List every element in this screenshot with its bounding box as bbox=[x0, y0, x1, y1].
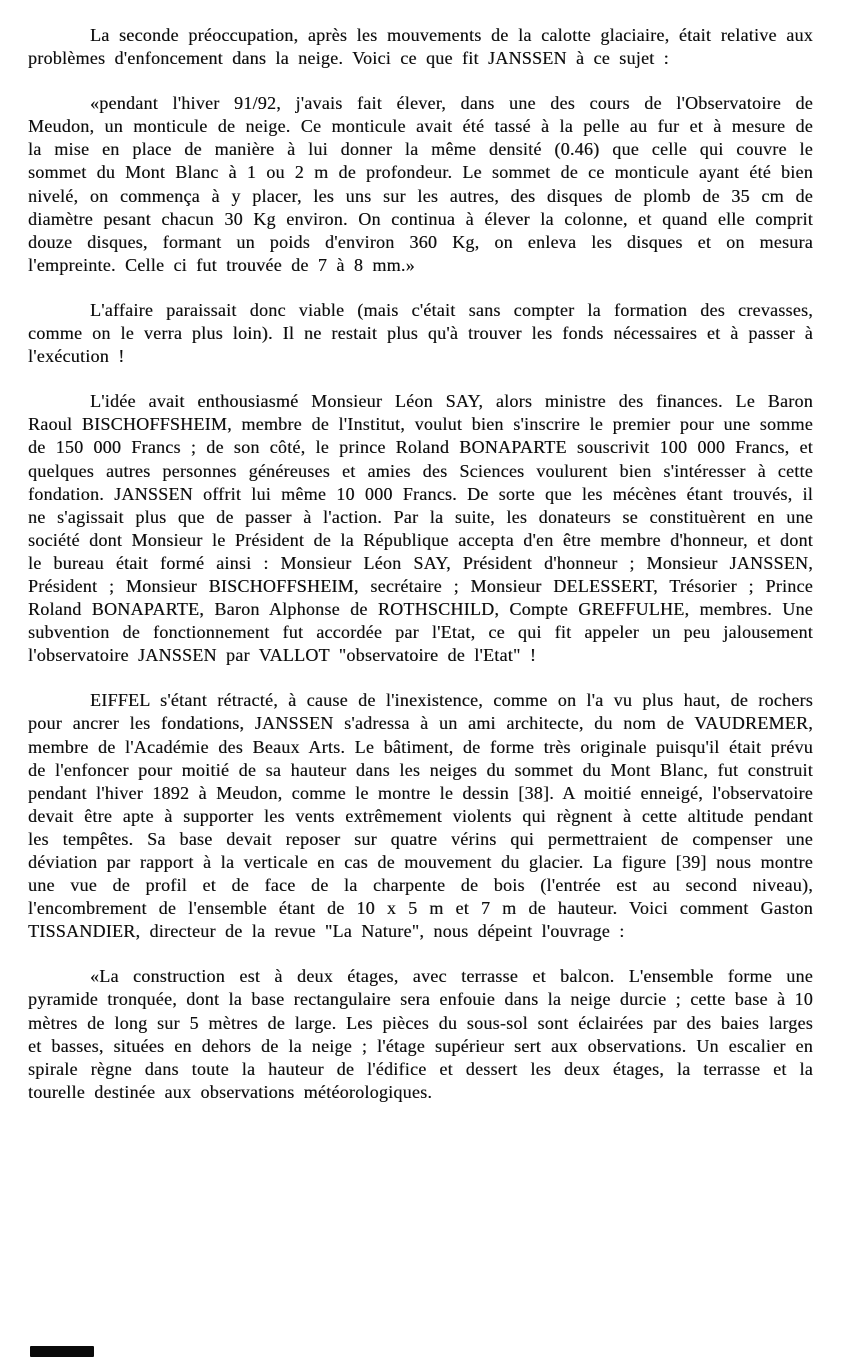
paragraph-tissandier-quote-construction: «La construction est à deux étages, avec terrasse et balcon. L'ensemble forme une pyramide tronquée, dont la base rectangulaire sera enfouie dans la neige durcie ; cette base à 10 mètres de long sur 5 mètres de large. Les pièces du sous-sol sont éclairées par des baies larges et basses, situées en dehors de la neige ; l'étage supérieur sert aux observations. Un escalier en spirale règne dans toute la hauteur de l'édifice et dessert les deux étages, la terrasse et la tourelle destinée aux observations météorologiques. bbox=[28, 966, 813, 1102]
paragraph-janssen-quote-snow-experiment: «pendant l'hiver 91/92, j'avais fait élever, dans une des cours de l'Observatoire de Meudon, un monticule de neige. Ce monticule avait été tassé à la pelle au fur et à mesure de la mise en place de manière à lui donner la même densité (0.46) que celle qui couvre le sommet du Mont Blanc à 1 ou 2 m de profondeur. Le sommet de ce monticule ayant été bien nivelé, on commença à y placer, les uns sur les autres, des disques de plomb de 35 cm de diamètre pesant chacun 30 Kg environ. On continua à élever la colonne, et quand elle comprit douze disques, formant un poids d'environ 360 Kg, on enleva les disques et on mesura l'empreinte. Celle ci fut trouvée de 7 à 8 mm.» bbox=[28, 93, 813, 275]
scan-artifact-mark bbox=[30, 1346, 94, 1357]
paragraph-affaire-viable: L'affaire paraissait donc viable (mais c'était sans compter la formation des crevasses, comme on le verra plus loin). Il ne restait plus qu'à trouver les fonds nécessaires et à passer à l'exécution ! bbox=[28, 299, 813, 367]
paragraph-intro: La seconde préoccupation, après les mouvements de la calotte glaciaire, était relative aux problèmes d'enfoncement dans la neige. Voici ce que fit JANSSEN à ce sujet : bbox=[28, 25, 813, 69]
document-body bbox=[28, 24, 813, 1104]
paragraph-eiffel-vaudremer: EIFFEL s'étant rétracté, à cause de l'inexistence, comme on l'a vu plus haut, de rochers pour ancrer les fondations, JANSSEN s'adressa à un ami architecte, du nom de VAUDREMER, membre de l'Académie des Beaux Arts. Le bâtiment, de forme très originale puisqu'il était prévu de l'enfoncer pour moitié de sa hauteur dans les neiges du sommet du Mont Blanc, fut construit pendant l'hiver 1892 à Meudon, comme le montre le dessin [38]. A moitié enneigé, l'observatoire devait être apte à supporter les vents extrêmement violents qui règnent à cette altitude pendant les tempêtes. Sa base devait reposer sur quatre vérins qui permettraient de compenser une déviation par rapport à la verticale en cas de mouvement du glacier. La figure [39] nous montre une vue de profil et de face de la charpente de bois (l'entrée est au second niveau), l'encombrement de l'ensemble étant de 10 x 5 m et 7 m de hauteur. Voici comment Gaston TISSANDIER, directeur de la revue "La Nature", nous dépeint l'ouvrage : bbox=[28, 690, 813, 942]
paragraph-donateurs-societe: L'idée avait enthousiasmé Monsieur Léon SAY, alors ministre des finances. Le Baron Raoul BISCHOFFSHEIM, membre de l'Institut, voulut bien s'inscrire le premier pour une somme de 150 000 Francs ; de son côté, le prince Roland BONAPARTE souscrivit 100 000 Francs, et quelques autres personnes généreuses et amies des Sciences voulurent bien s'intéresser à cette fondation. JANSSEN offrit lui même 10 000 Francs. De sorte que les mécènes étant trouvés, il ne s'agissait plus que de passer à l'action. Par la suite, les donateurs se constituèrent en une société dont Monsieur le Président de la République accepta d'en être membre d'honneur, et dont le bureau était formé ainsi : Monsieur Léon SAY, Président d'honneur ; Monsieur JANSSEN, Président ; Monsieur BISCHOFFSHEIM, secrétaire ; Monsieur DELESSERT, Trésorier ; Prince Roland BONAPARTE, Baron Alphonse de ROTHSCHILD, Compte GREFFULHE, membres. Une subvention de fonctionnement fut accordée par l'Etat, ce qui fit appeler un peu jalousement l'observatoire JANSSEN par VALLOT "observatoire de l'Etat" ! bbox=[28, 391, 813, 666]
